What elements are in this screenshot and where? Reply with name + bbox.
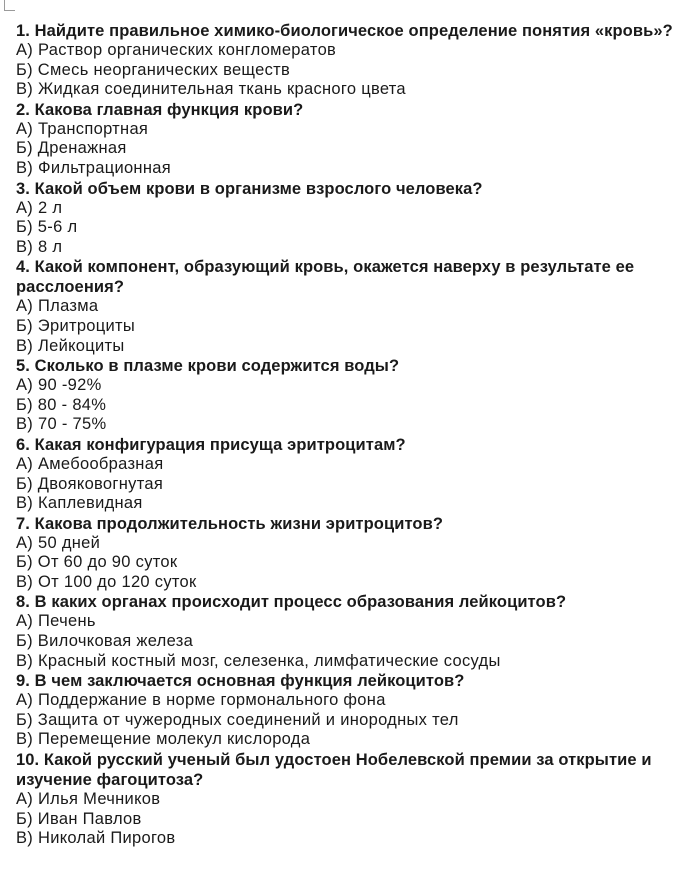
answer-option-a: А) Плазма bbox=[16, 297, 99, 316]
question-text: 10. Какой русский ученый был удостоен Нобелевской премии за открытие и изучение фагоцитоза? bbox=[16, 751, 652, 790]
answer-option-c: В) 70 - 75% bbox=[16, 415, 107, 434]
answer-option-a: А) Илья Мечников bbox=[16, 790, 161, 809]
question-2 bbox=[16, 100, 692, 179]
answer-option-c: В) От 100 до 120 суток bbox=[16, 572, 197, 591]
answer-option-a: А) Печень bbox=[16, 612, 96, 631]
answer-option-a: А) Раствор органических конгломератов bbox=[16, 41, 337, 59]
question-text: 1. Найдите правильное химико-биологическое определение понятия «кровь»? bbox=[16, 22, 673, 40]
question-7 bbox=[16, 514, 692, 593]
answer-option-b: Б) Дренажная bbox=[16, 139, 127, 158]
answer-option-a: А) Поддержание в норме гормонального фона bbox=[16, 691, 386, 710]
question-text: 6. Какая конфигурация присуща эритроцитам? bbox=[16, 435, 406, 454]
answer-option-b: Б) Защита от чужеродных соединений и инородных тел bbox=[16, 710, 459, 729]
answer-option-c: В) Красный костный мозг, селезенка, лимфатические сосуды bbox=[16, 651, 501, 670]
answer-option-c: В) Жидкая соединительная ткань красного цвета bbox=[16, 80, 406, 99]
question-8 bbox=[16, 592, 692, 671]
answer-option-c: В) Николай Пирогов bbox=[16, 829, 176, 848]
answer-option-b: Б) Эритроциты bbox=[16, 316, 136, 335]
answer-option-c: В) Лейкоциты bbox=[16, 336, 125, 355]
question-3 bbox=[16, 179, 692, 258]
answer-option-c: В) Каплевидная bbox=[16, 494, 143, 513]
answer-option-b: Б) Двояковогнутая bbox=[16, 474, 164, 493]
question-6 bbox=[16, 435, 692, 514]
answer-option-c: В) Перемещение молекул кислорода bbox=[16, 730, 311, 749]
answer-option-a: А) 90 -92% bbox=[16, 376, 102, 395]
question-4 bbox=[16, 257, 692, 356]
question-text: 2. Какова главная функция крови? bbox=[16, 100, 304, 119]
answer-option-a: А) 50 дней bbox=[16, 533, 101, 552]
question-text: 9. В чем заключается основная функция лейкоцитов? bbox=[16, 672, 465, 691]
answer-option-b: Б) Вилочковая железа bbox=[16, 632, 194, 651]
answer-option-b: Б) От 60 до 90 суток bbox=[16, 553, 178, 572]
answer-option-b: Б) Смесь неорганических веществ bbox=[16, 60, 291, 79]
question-text: 4. Какой компонент, образующий кровь, окажется наверху в результате ее расслоения? bbox=[16, 258, 635, 297]
answer-option-b: Б) Иван Павлов bbox=[16, 809, 142, 828]
answer-option-c: В) 8 л bbox=[16, 237, 63, 256]
question-text: 7. Какова продолжительность жизни эритроцитов? bbox=[16, 514, 444, 533]
question-text: 8. В каких органах происходит процесс образования лейкоцитов? bbox=[16, 593, 567, 612]
question-text: 5. Сколько в плазме крови содержится воды? bbox=[16, 357, 400, 376]
answer-option-b: Б) 5-6 л bbox=[16, 218, 78, 237]
question-1 bbox=[16, 21, 692, 100]
answer-option-c: В) Фильтрационная bbox=[16, 158, 171, 177]
answer-option-a: А) 2 л bbox=[16, 198, 63, 217]
answer-option-b: Б) 80 - 84% bbox=[16, 395, 107, 414]
answer-option-a: А) Транспортная bbox=[16, 119, 149, 138]
question-5 bbox=[16, 356, 692, 435]
question-10 bbox=[16, 750, 692, 849]
question-9 bbox=[16, 671, 692, 750]
answer-option-a: А) Амебообразная bbox=[16, 454, 164, 473]
quiz-document bbox=[16, 21, 692, 849]
question-text: 3. Какой объем крови в организме взрослого человека? bbox=[16, 179, 483, 198]
page-corner-mark bbox=[4, 0, 15, 11]
